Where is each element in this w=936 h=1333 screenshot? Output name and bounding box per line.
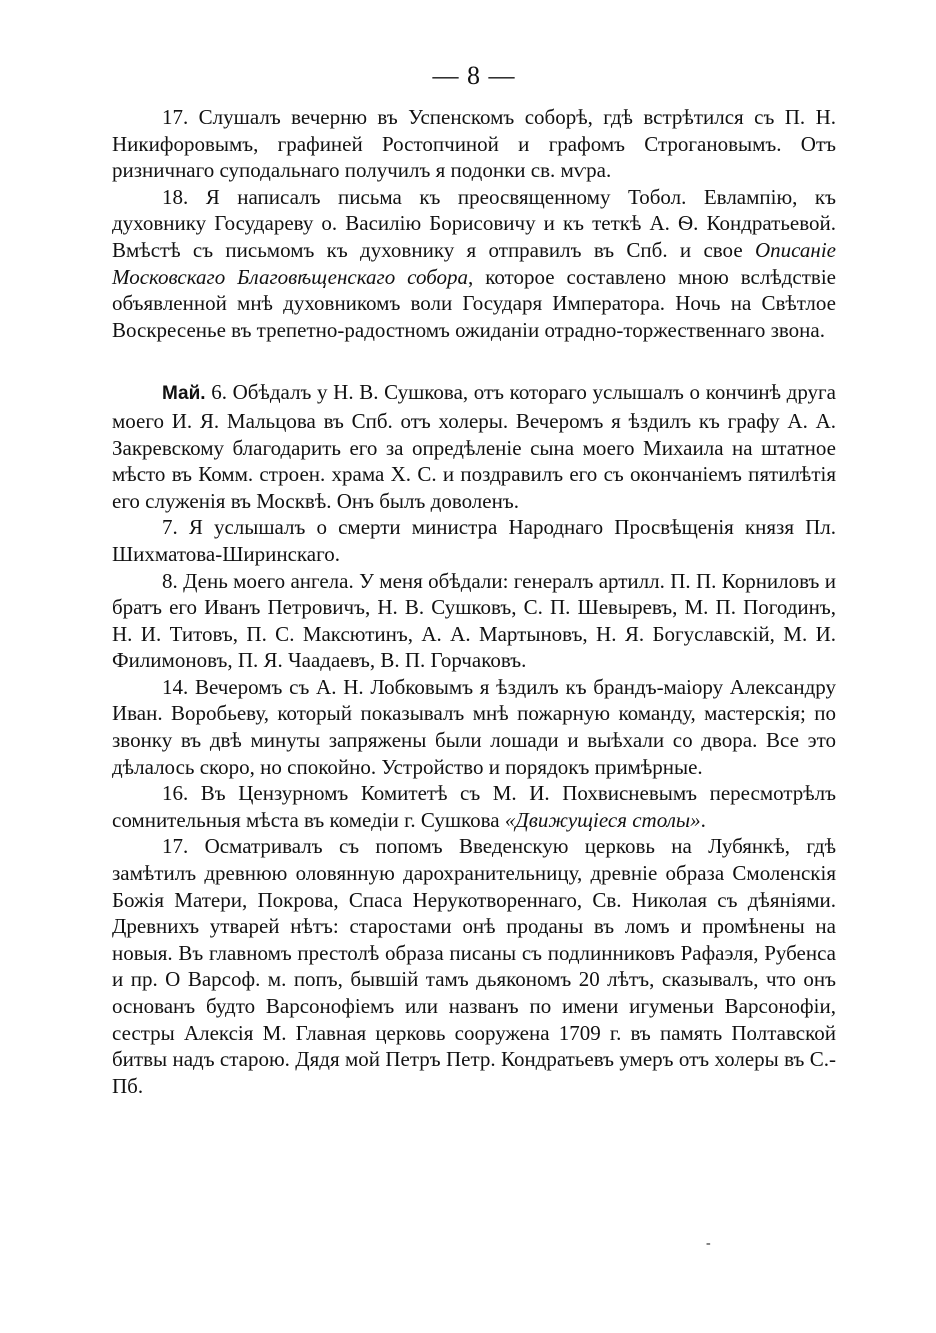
- comedy-title: «Движущіеся столы»: [504, 807, 701, 832]
- diary-entry-17-may: [112, 833, 836, 1099]
- entry-text: 14. Вечеромъ съ А. Н. Лобковымъ я ѣздилъ къ брандъ-маіору Александру Иван. Воробьеву, который показывалъ мнѣ пожарную команду, мастерскія; по звонку въ двѣ минуты запряжены были лошади и выѣхали со двора. Все это дѣлалось скоро, но спокойно. Устройство и порядокъ примѣрные.: [112, 674, 836, 779]
- entry-text: 8. День моего ангела. У меня обѣдали: генералъ артилл. П. П. Корниловъ и братъ его Иванъ Петровичъ, Н. В. Сушковъ, С. П. Шевыревъ, М. П. Погодинъ, Н. И. Титовъ, П. С. Максютинъ, А. А. Мартыновъ, Н. Я. Богуславскій, М. И. Филимоновъ, П. Я. Чаадаевъ, В. П. Горчаковъ.: [112, 568, 836, 673]
- diary-entry-16-may: [112, 780, 836, 833]
- month-label: Май.: [162, 383, 206, 405]
- page-number: — 8 —: [432, 61, 516, 90]
- entry-text-after: , которое составлено мною вслѣдствіе объявленной мнѣ духовникомъ воли Государя Императора. Ночь на Свѣтлое Воскресенье въ трепетно-радостномъ ожиданіи отрадно-торжественнаго звона.: [112, 264, 836, 342]
- diary-entry-17-april: [112, 104, 836, 184]
- diary-entry-7-may: [112, 514, 836, 567]
- page-footer-mark: -: [706, 1236, 711, 1251]
- diary-entry-18-april: [112, 184, 836, 344]
- entry-text: 6. Обѣдалъ у Н. В. Сушкова, отъ котораго услышалъ о кончинѣ друга моего И. Я. Мальцова въ Спб. отъ холеры. Вечеромъ я ѣздилъ къ графу А. А. Закревскому благодарить его за опредѣленіе сына моего Михаила на штатное мѣсто въ Комм. строен. храма Х. С. и поздравилъ его съ окончаніемъ пятилѣтія его служенія въ Москвѣ. Онъ былъ доволенъ.: [112, 380, 836, 513]
- section-spacer: [112, 343, 836, 379]
- entry-text: 17. Слушалъ вечерню въ Успенскомъ соборѣ, гдѣ встрѣтился съ П. Н. Никифоровымъ, графиней Ростопчиной и графомъ Строгановымъ. Отъ ризничнаго суподальнаго получилъ я подонки св. мѵра.: [112, 105, 836, 183]
- diary-entry-6-may: [112, 379, 836, 514]
- diary-entry-14-may: [112, 674, 836, 780]
- entry-text: 7. Я услышалъ о смерти министра Народнаго Просвѣщенія князя Пл. Шихматова-Ширинскаго.: [112, 515, 836, 566]
- entry-text: 17. Осматривалъ съ попомъ Введенскую церковь на Лубянкѣ, гдѣ замѣтилъ древнюю оловянную дарохранительницу, древніе образа Смоленскія Божія Матери, Покрова, Спаса Нерукотвореннаго, Св. Николая съ дѣяніями. Древнихъ утварей нѣтъ: старостами онѣ проданы въ ломъ и промѣнены на новыя. Въ главномъ престолѣ образа писаны съ подлинниковъ Рафаэля, Рубенса и пр. О Варсоф. м. попъ, бывшій тамъ дьякономъ 20 лѣтъ, сказывалъ, что онъ основанъ будто Варсонофіемъ или названъ по имени игуменьи Варсонофіи, сестры Алексія М. Главная церковь сооружена 1709 г. въ память Полтавской битвы надъ старою. Дядя мой Петръ Петр. Кондратьевъ умеръ отъ холеры въ С.-Пб.: [112, 834, 836, 1098]
- diary-entries: [112, 104, 836, 1099]
- entry-text-before: 18. Я написалъ письма къ преосвященному Тобол. Евлампію, къ духовнику Государеву о. Василію Борисовичу и къ теткѣ А. Ѳ. Кондратьевой. Вмѣстѣ съ письмомъ къ духовнику я отправилъ въ Спб. и свое: [112, 184, 836, 262]
- book-title: Описаніе Московскаго Благовѣщенскаго собора: [112, 237, 836, 289]
- entry-text-after: .: [700, 807, 706, 832]
- diary-entry-8-may: [112, 568, 836, 674]
- entry-text-before: 16. Въ Цензурномъ Комитетѣ съ М. И. Похвисневымъ пересмотрѣлъ сомнительныя мѣста въ комедіи г. Сушкова: [112, 781, 836, 832]
